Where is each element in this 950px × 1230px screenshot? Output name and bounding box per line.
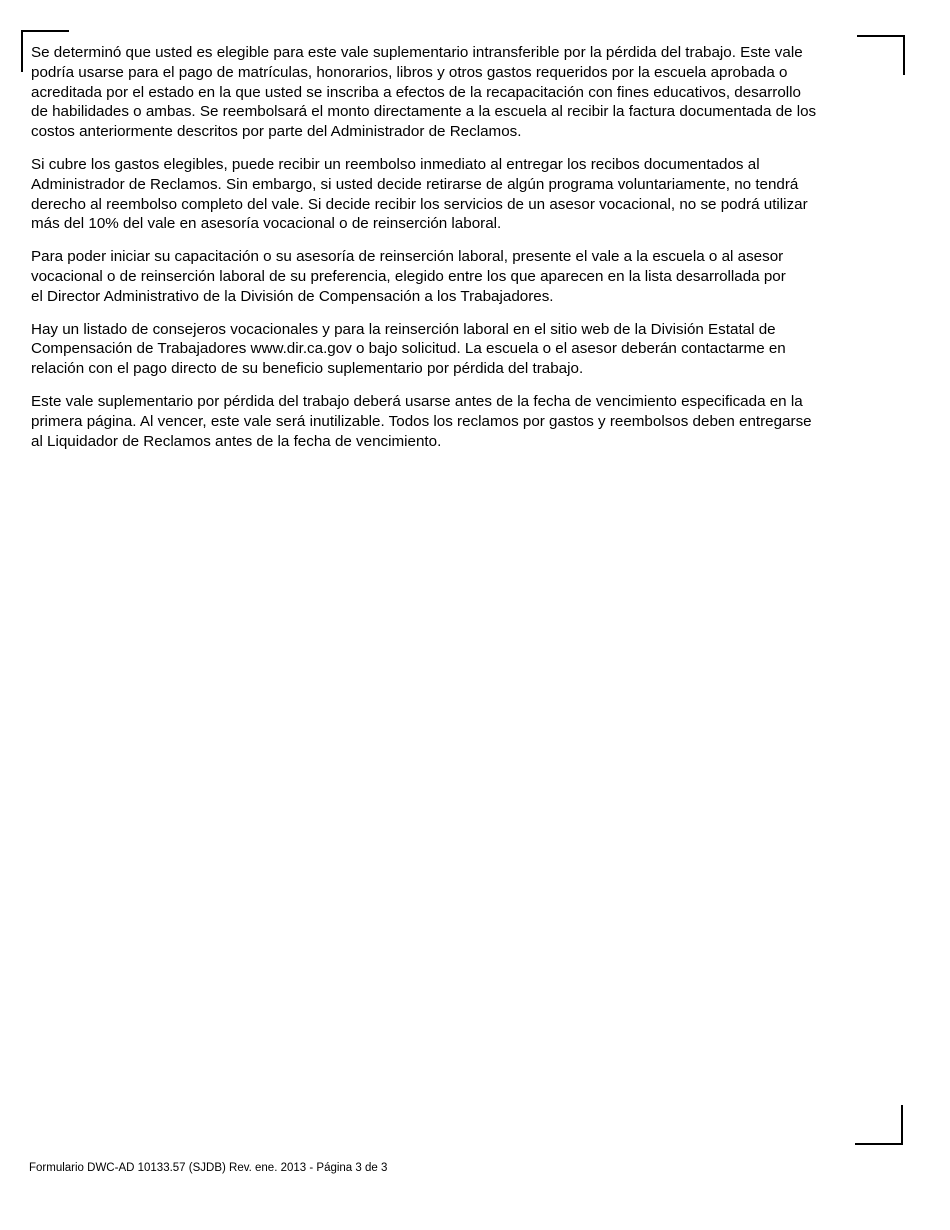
paragraph-reimbursement: Si cubre los gastos elegibles, puede recibir un reembolso inmediato al entregar los recibos documentados al Administrador de Reclamos. Sin embargo, si usted decide retirarse de algún programa voluntariamente, no tendrá derecho al reembolso completo del vale. Si decide recibir los servicios de un asesor vocacional, no se podrá utilizar más del 10% del vale en asesoría vocacional o de reinserción laboral. [31, 155, 808, 233]
corner-mark-bottom-right [855, 1105, 903, 1145]
paragraph-counselor-list: Hay un listado de consejeros vocacionales y para la reinserción laboral en el sitio web de la División Estatal de Compensación de Trabajadores www.dir.ca.gov o bajo solicitud. La escuela o el asesor deberán contactarme en relación con el pago directo de su beneficio suplementario por pérdida del trabajo. [31, 320, 786, 378]
paragraph-expiration: Este vale suplementario por pérdida del trabajo deberá usarse antes de la fecha de vencimiento especificada en la primera página. Al vencer, este vale será inutilizable. Todos los reclamos por gastos y reembolsos deben entregarse al Liquidador de Reclamos antes de la fecha de vencimiento. [31, 392, 812, 450]
paragraph-start-training: Para poder iniciar su capacitación o su asesoría de reinserción laboral, presente el vale a la escuela o al asesor vocacional o de reinserción laboral de su preferencia, elegido entre los que aparecen en la lista desarrollada por el Director Administrativo de la División de Compensación a los Trabajadores. [31, 248, 786, 305]
page-footer: Formulario DWC-AD 10133.57 (SJDB) Rev. ene. 2013 - Página 3 de 3 [29, 1162, 388, 1174]
document-body [31, 43, 879, 464]
paragraph-eligibility: Se determinó que usted es elegible para este vale suplementario intransferible por la pérdida del trabajo. Este vale podría usarse para el pago de matrículas, honorarios, libros y otros gastos requeridos por la escuela aprobada o acreditada por el estado en la que usted se inscriba a efectos de la recapacitación con fines educativos, desarrollo de habilidades o ambas. Se reembolsará el monto directamente a la escuela al recibir la factura documentada de los costos anteriormente descritos por parte del Administrador de Reclamos. [31, 44, 817, 141]
